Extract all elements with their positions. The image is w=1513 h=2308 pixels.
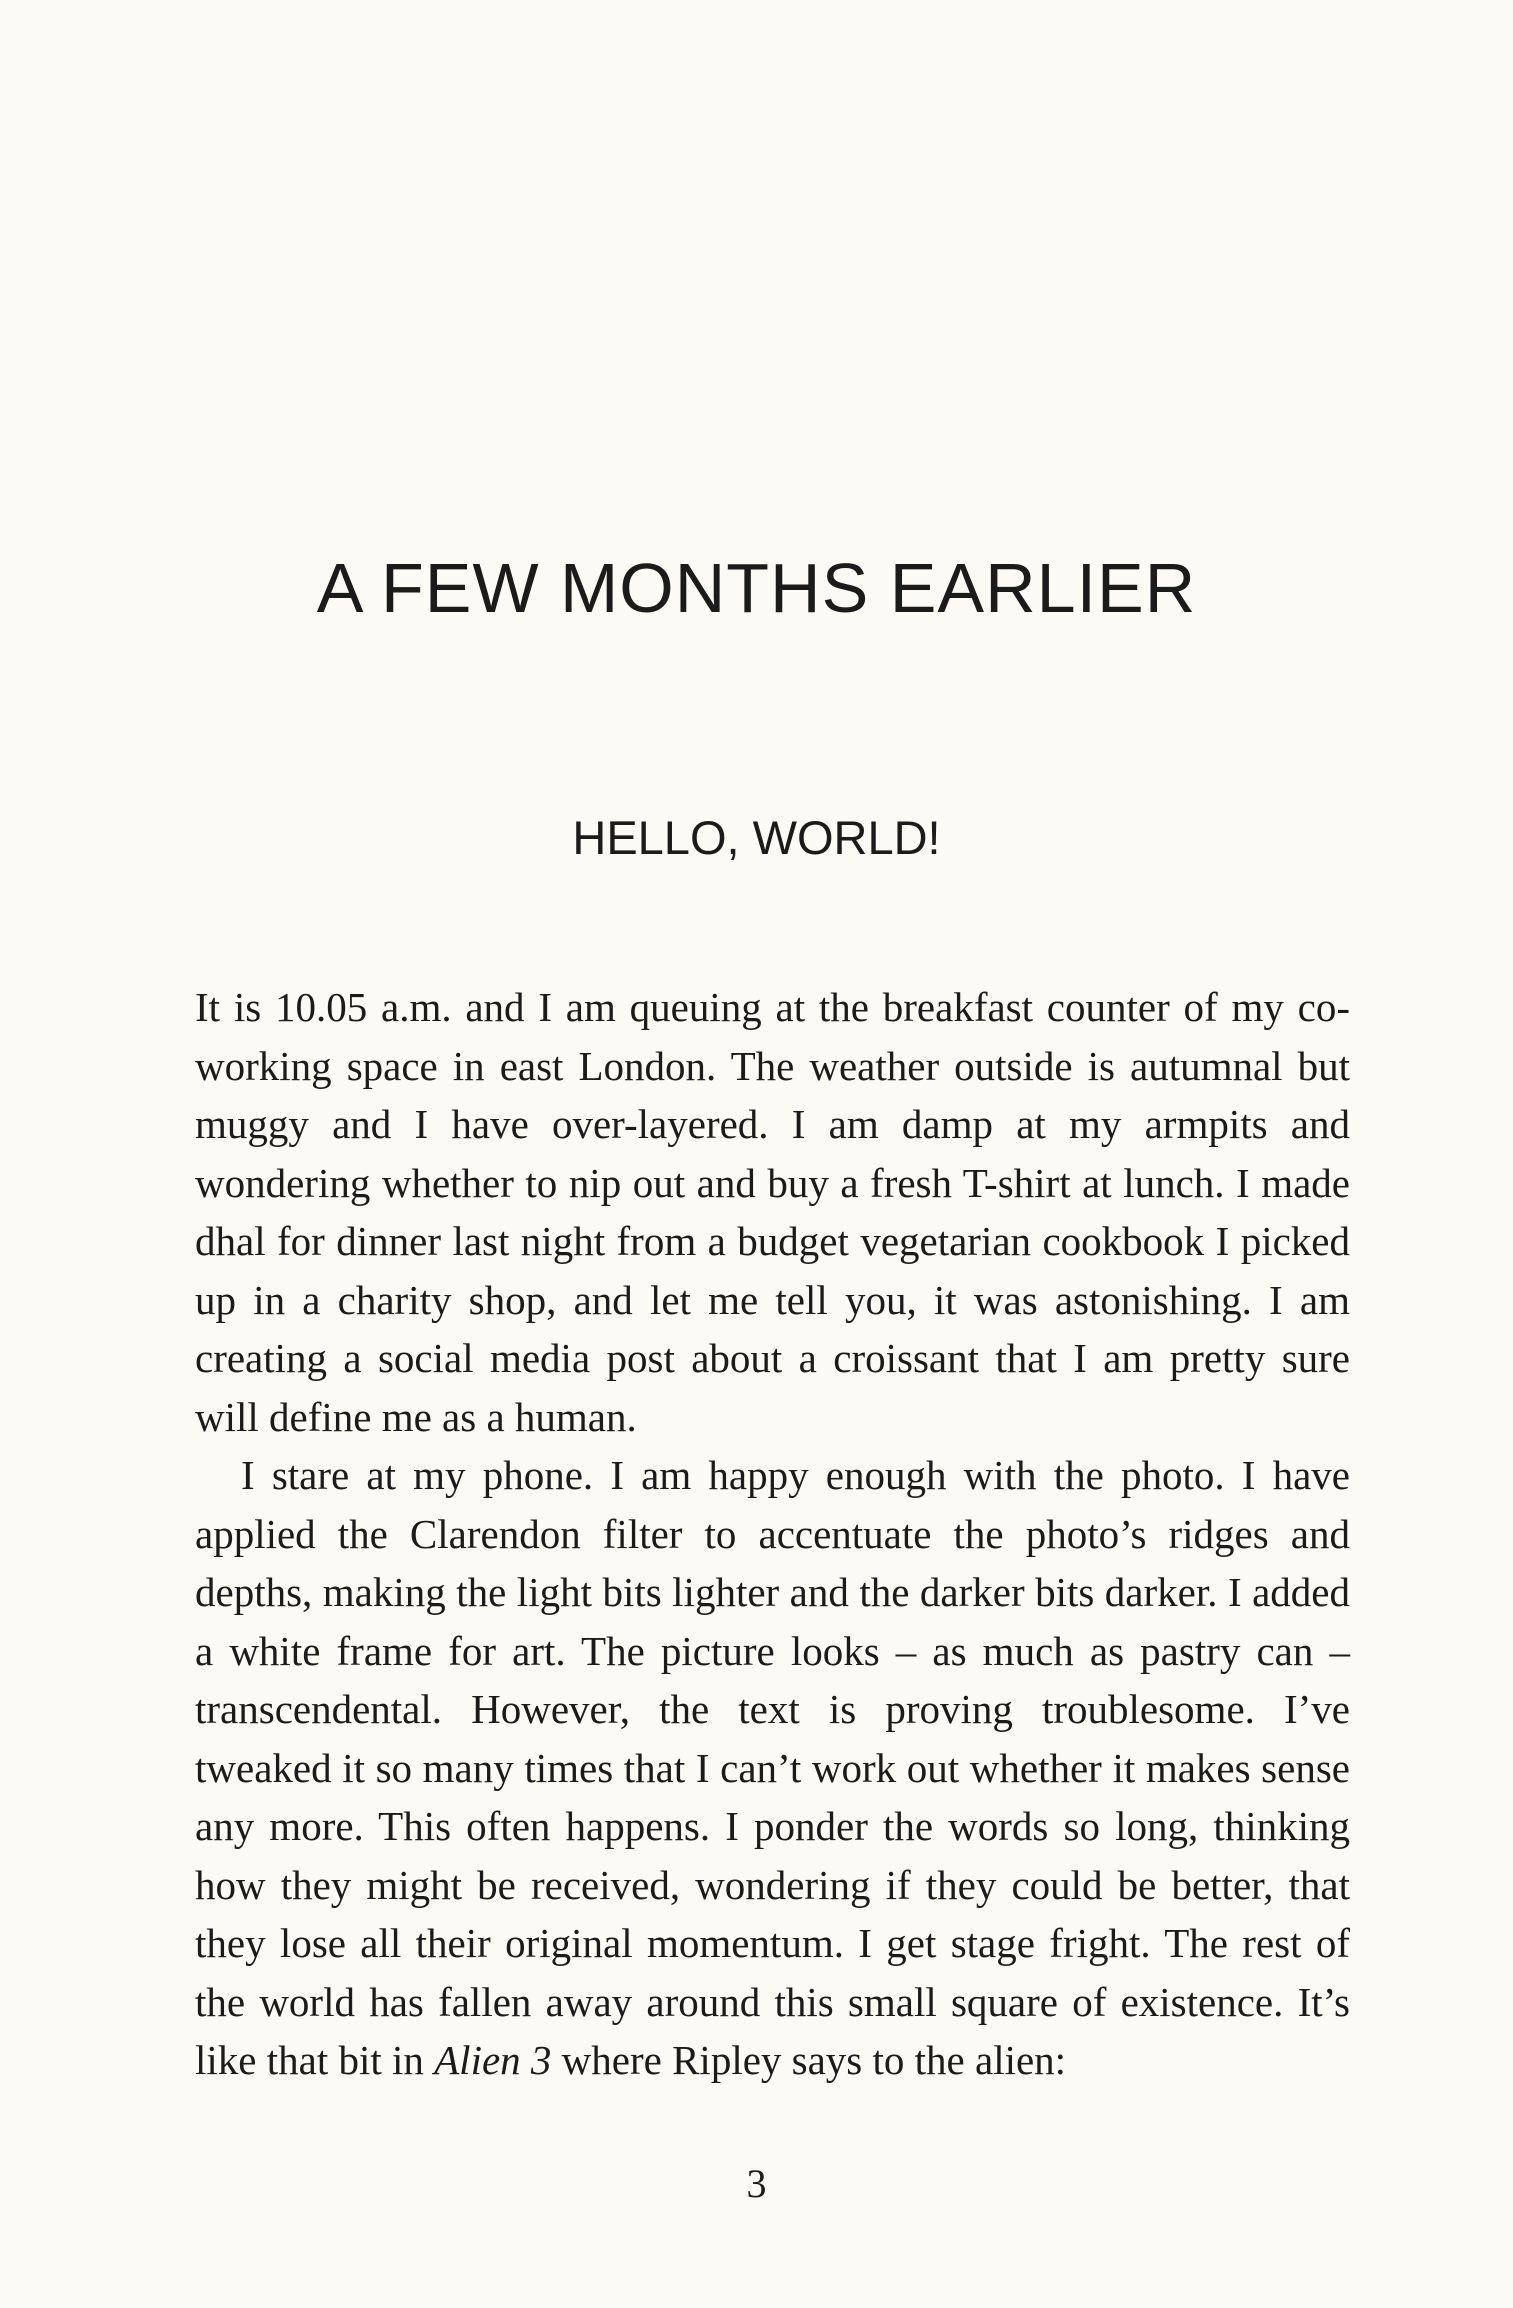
page-number: 3 xyxy=(746,2161,767,2206)
chapter-body xyxy=(195,978,1350,2090)
chapter-title: HELLO, WORLD! xyxy=(572,811,941,864)
paragraph-2-text-end: where Ripley says to the alien: xyxy=(551,2037,1067,2083)
paragraph-2-text: I stare at my phone. I am happy enough with the photo. I have applied the Clarendon filter to accentuate the photo’s ridges and depths, making the light bits lighter and the darker bits darker. I added a white frame for art. The picture looks – as much as pastry can – transcendental. However, the text is proving troublesome. I’ve tweaked it so many times that I can’t work out whether it makes sense any more. This often happens. I ponder the words so long, thinking how they might be received, wondering if they could be better, that they lose all their original momentum. I get stage fright. The rest of the world has fallen away around this small square of existence. It’s like that bit in xyxy=(195,1452,1350,2083)
paragraph-1: It is 10.05 a.m. and I am queuing at the breakfast counter of my co-working space in east London. The weather outside is autumnal but muggy and I have over-layered. I am damp at my armpits and wondering whether to nip out and buy a fresh T-shirt at lunch. I made dhal for dinner last night from a budget vegetarian cookbook I picked up in a charity shop, and let me tell you, it was astonishing. I am creating a social media post about a croissant that I am pretty sure will define me as a human. xyxy=(195,984,1350,1440)
paragraph-2 xyxy=(195,1446,1350,2090)
film-title: Alien 3 xyxy=(434,2037,552,2083)
part-title: A FEW MONTHS EARLIER xyxy=(316,549,1197,627)
